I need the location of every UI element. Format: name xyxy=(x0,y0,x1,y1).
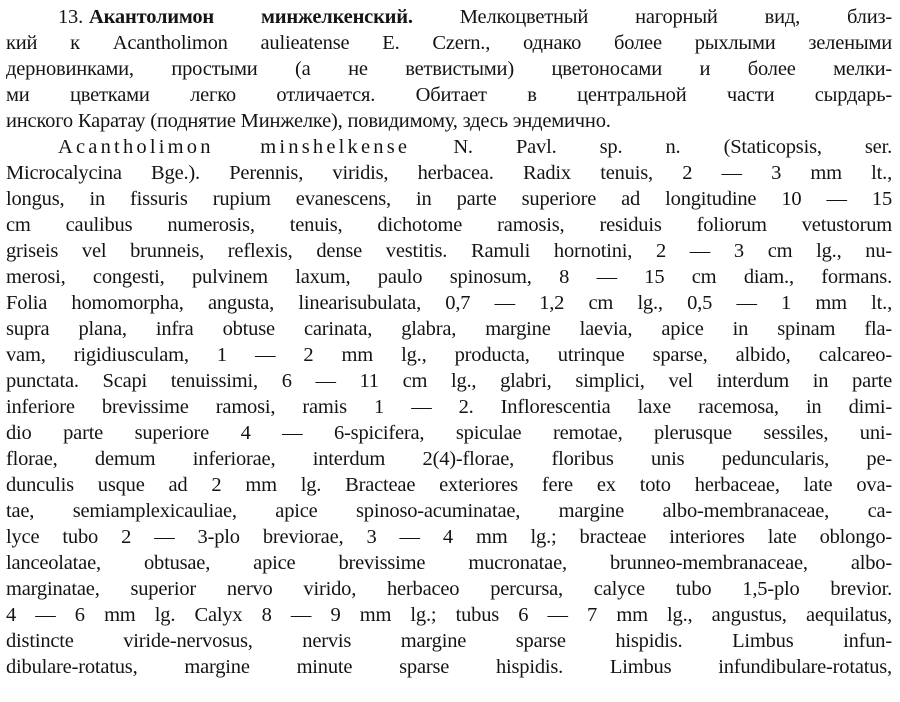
text-line: distincte viride-nervosus, nervis margine sparse hispidis. Limbus infun- xyxy=(6,630,892,652)
text-line: punctata. Scapi tenuissimi, 6 — 11 cm lg., glabri, simplici, vel interdum in parte xyxy=(6,370,892,392)
text-line: dunculis usque ad 2 mm lg. Bracteae exteriores fere ex toto herbaceae, late ova- xyxy=(6,474,892,496)
text-line: inferiore brevissime ramosi, ramis 1 — 2. Inflorescentia laxe racemosa, in dimi- xyxy=(6,396,892,418)
text-line: florae, demum inferiorae, interdum 2(4)-florae, floribus unis peduncularis, pe- xyxy=(6,448,892,470)
text-line: Microcalycina Bge.). Perennis, viridis, herbacea. Radix tenuis, 2 — 3 mm lt., xyxy=(6,162,892,184)
text-line: dio parte superiore 4 — 6-spicifera, spiculae remotae, plerusque sessiles, uni- xyxy=(6,422,892,444)
text-line: tae, semiamplexicauliae, apice spinoso-acuminatae, margine albo-membranaceae, ca- xyxy=(6,500,892,522)
text-line: cm caulibus numerosis, tenuis, dichotome ramosis, residuis foliorum vetustorum xyxy=(6,214,892,236)
text-line: supra plana, infra obtuse carinata, glabra, margine laevia, apice in spinam fla- xyxy=(6,318,892,340)
text-line: dibulare-rotatus, margine minute sparse hispidis. Limbus infundibulare-rotatus, xyxy=(6,656,892,678)
text-line: lyce tubo 2 — 3-plo breviorae, 3 — 4 mm lg.; bracteae interiores late oblongo- xyxy=(6,526,892,548)
text-line: 4 — 6 mm lg. Calyx 8 — 9 mm lg.; tubus 6 — 7 mm lg., angustus, aequilatus, xyxy=(6,604,892,626)
text-line: vam, rigidiusculam, 1 — 2 mm lg., producta, utrinque sparse, albido, calcareo- xyxy=(6,344,892,366)
paragraph-1-line-1-text: Мелкоцветный нагорный вид, близ- xyxy=(459,6,892,28)
species-heading-ru: Акантолимон минжелкенский. xyxy=(89,6,413,28)
species-name-latin: Acantholimon minshelkense xyxy=(58,136,411,158)
text-line: дерновинками, простыми (а не ветвистыми) цветоносами и более мелки- xyxy=(6,58,892,80)
species-number: 13. xyxy=(58,6,84,28)
text-line: Folia homomorpha, angusta, linearisubulata, 0,7 — 1,2 cm lg., 0,5 — 1 mm lt., xyxy=(6,292,892,314)
paragraph-1-line-1 xyxy=(58,4,892,30)
paragraph-2-line-1 xyxy=(58,134,892,160)
paragraph-2-line-1-text: N. Pavl. sp. n. (Staticopsis, ser. xyxy=(453,136,892,158)
text-line: merosi, congesti, pulvinem laxum, paulo spinosum, 8 — 15 cm diam., formans. xyxy=(6,266,892,288)
text-line: ми цветками легко отличается. Обитает в центральной части сырдарь- xyxy=(6,84,892,106)
text-line: кий к Acantholimon aulieatense E. Czern., однако более рыхлыми зелеными xyxy=(6,32,892,54)
text-line: longus, in fissuris rupium evanescens, in parte superiore ad longitudine 10 — 15 xyxy=(6,188,892,210)
text-line: griseis vel brunneis, reflexis, dense vestitis. Ramuli hornotini, 2 — 3 cm lg., nu- xyxy=(6,240,892,262)
text-line: marginatae, superior nervo virido, herbaceo percursa, calyce tubo 1,5-plo brevior. xyxy=(6,578,892,600)
text-line: lanceolatae, obtusae, apice brevissime mucronatae, brunneo-membranaceae, albo- xyxy=(6,552,892,574)
text-line: инского Каратау (поднятие Минжелке), повидимому, здесь эндемично. xyxy=(6,110,611,132)
